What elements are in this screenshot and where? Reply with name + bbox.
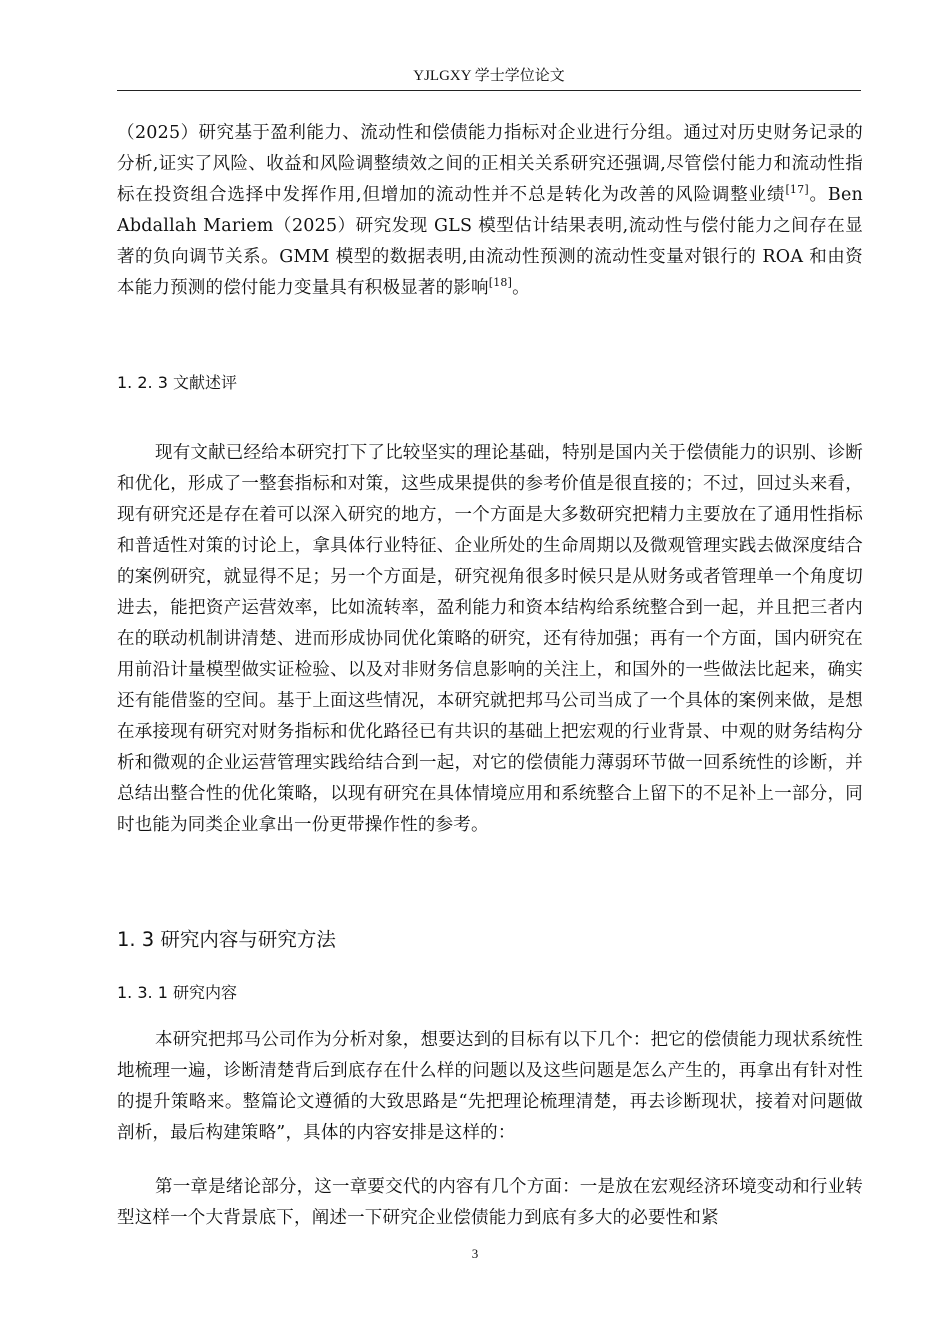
paragraph-text: 。Ben Abdallah Mariem（2025）研究发现 GLS 模型估计结果表明,流动性与偿付能力之间存在显著的负向调节关系。GMM 模型的数据表明,由流动性预测的流动性变量对银行的 ROA 和由资本能力预测的偿付能力变量具有积极显著的影响 xyxy=(117,185,863,298)
section-heading-1-3-1: 1. 3. 1 研究内容 xyxy=(117,983,237,1002)
section-heading-1-3: 1. 3 研究内容与研究方法 xyxy=(117,928,336,951)
paragraph-text: 。 xyxy=(512,278,530,298)
paragraph-chapter-one: 第一章是绪论部分，这一章要交代的内容有几个方面：一是放在宏观经济环境变动和行业转型这样一个大背景底下，阐述一下研究企业偿债能力到底有多大的必要性和紧 xyxy=(117,1177,863,1228)
citation-17: [17] xyxy=(785,183,809,196)
paragraph-literature-review: 现有文献已经给本研究打下了比较坚实的理论基础，特别是国内关于偿债能力的识别、诊断和优化，形成了一整套指标和对策，这些成果提供的参考价值是很直接的；不过，回过头来看，现有研究还是存在着可以深入研究的地方，一个方面是大多数研究把精力主要放在了通用性指标和普适性对策的讨论上，拿具体行业特征、企业所处的生命周期以及微观管理实践去做深度结合的案例研究，就显得不足；另一个方面是，研究视角很多时候只是从财务或者管理单一个角度切进去，能把资产运营效率，比如流转率，盈利能力和资本结构给系统整合到一起，并且把三者内在的联动机制讲清楚、进而形成协同优化策略的研究，还有待加强；再有一个方面，国内研究在用前沿计量模型做实证检验、以及对非财务信息影响的关注上，和国外的一些做法比起来，确实还有能借鉴的空间。基于上面这些情况，本研究就把邦马公司当成了一个具体的案例来做，是想在承接现有研究对财务指标和优化路径已有共识的基础上把宏观的行业背景、中观的财务结构分析和微观的企业运营管理实践给结合到一起，对它的偿债能力薄弱环节做一回系统性的诊断，并总结出整合性的优化策略，以现有研究在具体情境应用和系统整合上留下的不足补上一部分，同时也能为同类企业拿出一份更带操作性的参考。 xyxy=(117,443,863,835)
paragraph-literature-continued xyxy=(117,118,863,304)
page-number: 3 xyxy=(471,1246,479,1261)
section-heading-1-2-3: 1. 2. 3 文献述评 xyxy=(117,373,237,392)
paragraph-text: （2025）研究基于盈利能力、流动性和偿债能力指标对企业进行分组。通过对历史财务记录的分析,证实了风险、收益和风险调整绩效之间的正相关关系研究还强调,尽管偿付能力和流动性指标在投资组合选择中发挥作用,但增加的流动性并不总是转化为改善的风险调整业绩 xyxy=(117,123,863,205)
running-header: YJLGXY 学士学位论文 xyxy=(413,68,565,84)
citation-18: [18] xyxy=(488,276,513,289)
header-rule xyxy=(117,90,861,91)
paragraph-research-content: 本研究把邦马公司作为分析对象，想要达到的目标有以下几个：把它的偿债能力现状系统性地梳理一遍，诊断清楚背后到底存在什么样的问题以及这些问题是怎么产生的，再拿出有针对性的提升策略来。整篇论文遵循的大致思路是“先把理论梳理清楚，再去诊断现状，接着对问题做剖析，最后构建策略”，具体的内容安排是这样的： xyxy=(117,1030,863,1143)
